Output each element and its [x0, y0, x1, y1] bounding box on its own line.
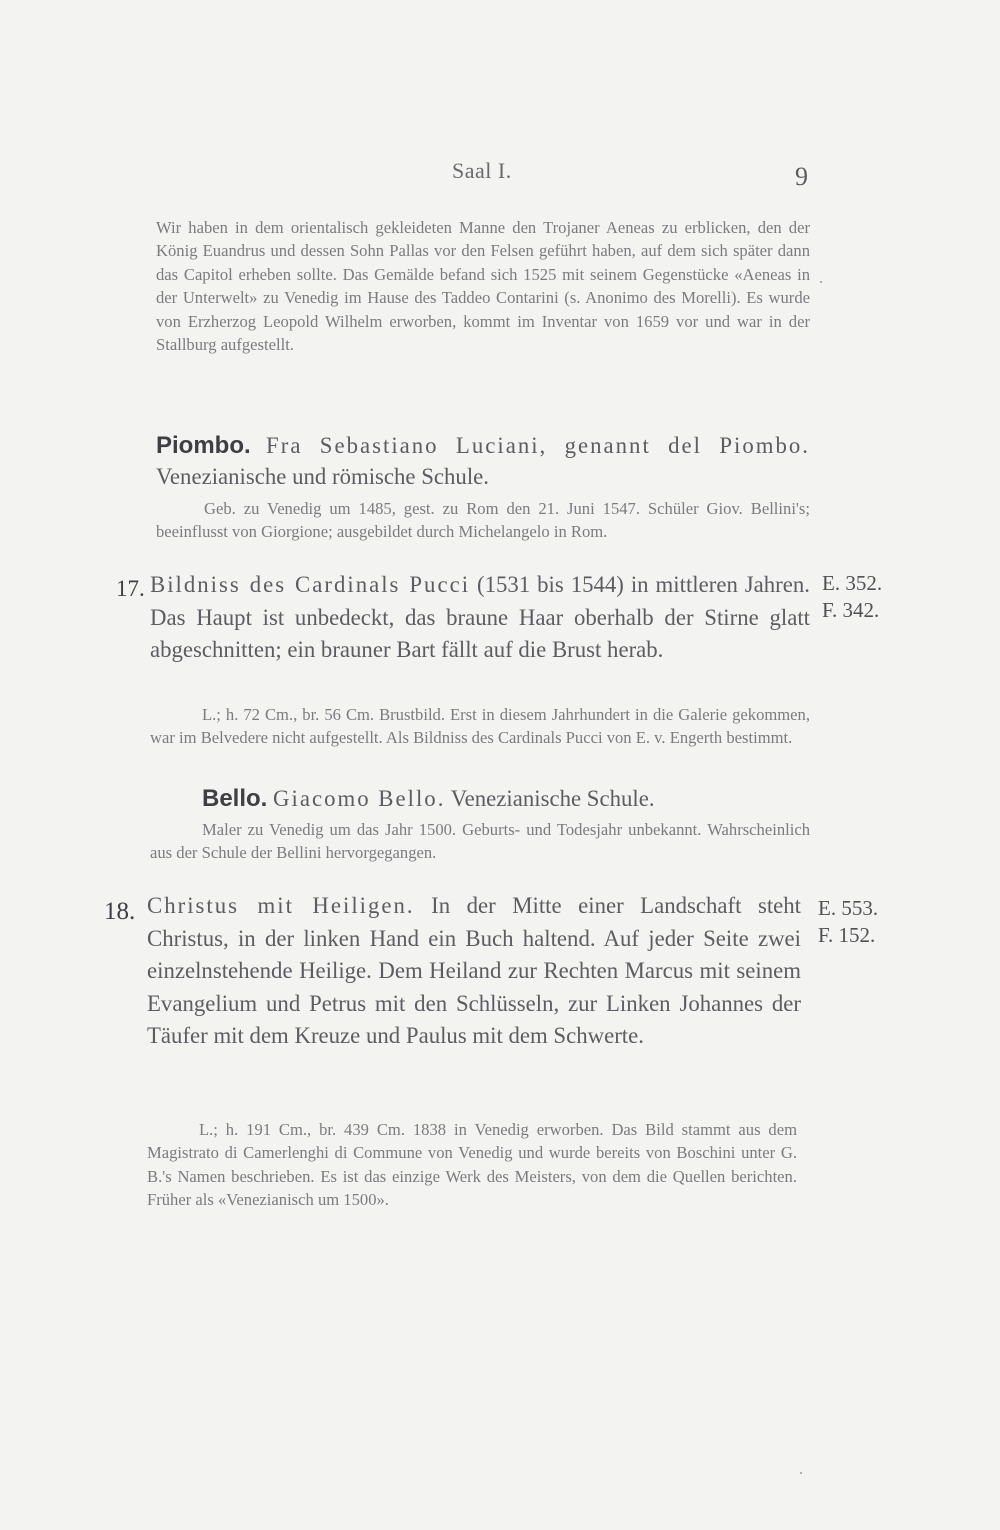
entry-text-18 — [147, 890, 801, 1053]
margin-speck — [800, 1472, 802, 1474]
artist-surname: Piombo. — [156, 432, 251, 459]
catalogue-refs-18 — [818, 895, 878, 949]
artist-surname: Bello. — [202, 785, 268, 812]
catalogue-ref: E. 352. — [822, 571, 883, 595]
artist-school: Venezianische und römische Schule. — [156, 464, 489, 489]
entry-description: (1531 bis 1544) in mittleren Jahren. Das Haupt ist unbedeckt, das braune Haar oberhalb der Stirne glatt abgeschnitten; ein brauner Bart fällt auf die Brust herab. — [150, 572, 810, 663]
entry-note-17: L.; h. 72 Cm., br. 56 Cm. Brustbild. Erst in diesem Jahrhundert in die Galerie gekommen, war im Belvedere nicht aufgestellt. Als Bildniss des Cardinals Pucci von E. v. Engerth bestimmt. — [150, 705, 810, 748]
catalogue-ref: F. 342. — [822, 598, 880, 622]
artist-heading-bello — [150, 783, 810, 814]
entry-title: Christus mit Heiligen. — [147, 893, 415, 918]
catalogue-ref: F. 152. — [818, 923, 876, 947]
artist-full-name: Fra Sebastiano Luciani, genannt del Piombo. — [266, 433, 810, 458]
artist-heading-piombo — [156, 430, 810, 492]
artist-bio-bello: Maler zu Venedig um das Jahr 1500. Geburts- und Todesjahr unbekannt. Wahrscheinlich aus der Schule der Bellini hervorgegangen. — [150, 820, 810, 863]
artist-full-name: Giacomo Bello. — [273, 786, 446, 811]
catalogue-number: 18. — [104, 898, 136, 925]
margin-speck — [820, 281, 822, 283]
intro-paragraph: Wir haben in dem orientalisch gekleideten Manne den Trojaner Aeneas zu erblicken, den der König Euandrus und dessen Sohn Pallas vor den Felsen geführt haben, auf dem sich später dann das Capitol erheben sollte. Das Gemälde befand sich 1525 mit seinem Gegenstücke «Aeneas in der Unterwelt» zu Venedig im Hause des Taddeo Contarini (s. Anonimo des Morelli). Es wurde von Erzherzog Leopold Wilhelm erworben, kommt im Inventar von 1659 vor und war in der Stallburg aufgestellt. — [156, 218, 810, 355]
catalogue-number: 17. — [116, 576, 145, 601]
entry-description: In der Mitte einer Landschaft steht Christus, in der linken Hand ein Buch haltend. Auf jeder Seite zwei einzelnstehende Heilige. Dem Heiland zur Rechten Marcus mit seinem Evangelium und Petrus mit den Schlüsseln, zur Linken Johannes der Täufer mit dem Kreuze und Paulus mit dem Schwerte. — [147, 893, 802, 1049]
artist-bio-piombo: Geb. zu Venedig um 1485, gest. zu Rom den 21. Juni 1547. Schüler Giov. Bellini's; beeinflusst von Giorgione; ausgebildet durch Michelangelo in Rom. — [156, 499, 810, 542]
entry-title: Bildniss des Cardinals Pucci — [150, 572, 471, 597]
artist-school: Venezianische Schule. — [450, 786, 655, 811]
entry-text-17 — [150, 569, 810, 667]
page-number: 9 — [795, 162, 808, 191]
catalogue-refs-17 — [822, 570, 882, 624]
entry-note-18: L.; h. 191 Cm., br. 439 Cm. 1838 in Venedig erworben. Das Bild stammt aus dem Magistrato di Camerlenghi di Commune von Venedig und wurde bereits von Boschini unter G. B.'s Namen beschrieben. Es ist das einzige Werk des Meisters, von dem die Quellen berichten. Früher als «Venezianisch um 1500». — [147, 1120, 797, 1210]
catalogue-ref: E. 553. — [818, 896, 879, 920]
running-head: Saal I. — [452, 158, 512, 183]
